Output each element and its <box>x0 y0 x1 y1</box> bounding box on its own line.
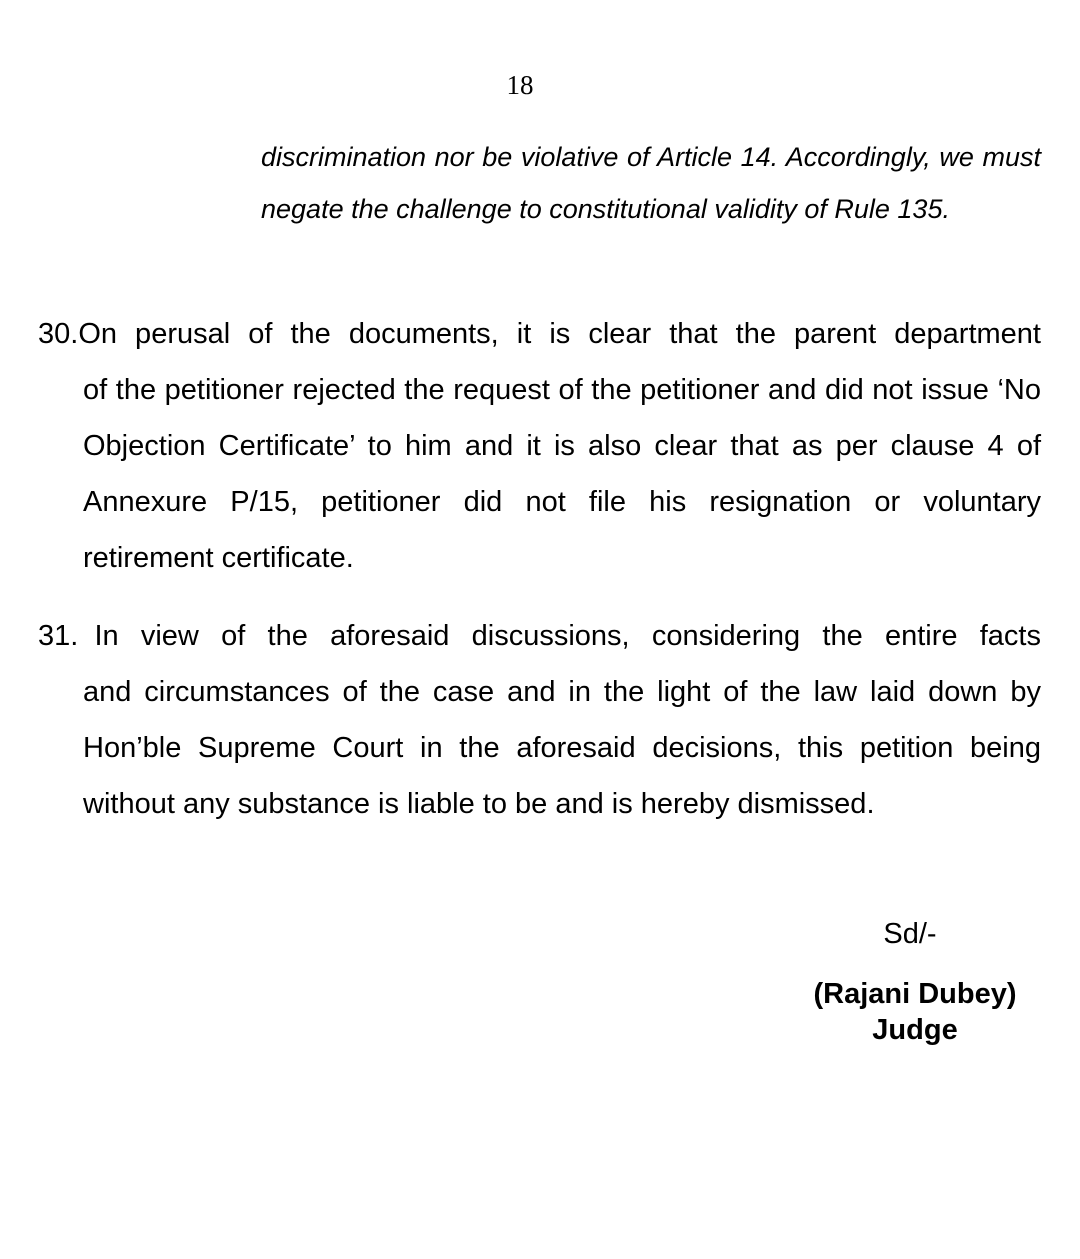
paragraph-body: of the petitioner rejected the request of the petitioner and did not issue ‘No Objection Certificate’ to him and it is also clear that as per clause 4 of Annexure P/15, petitioner did not file his resignation or voluntary retirement certificate. <box>83 374 1041 574</box>
paragraph-first-line: On perusal of the documents, it is clear that the parent department <box>78 318 1041 350</box>
quoted-passage: discrimination nor be violative of Article 14. Accordingly, we must negate the challenge to constitutional validity of Rule 135. <box>261 142 1041 224</box>
paragraph-30 <box>38 306 1041 586</box>
paragraph-number: 30. <box>38 318 79 350</box>
paragraph-body: and circumstances of the case and in the light of the law laid down by Hon’ble Supreme Court in the aforesaid decisions, this petition being without any substance is liable to be and is hereby dismissed. <box>83 676 1041 820</box>
page-number: 18 <box>506 70 534 100</box>
signature-block <box>780 976 1050 1048</box>
paragraph-first-line: In view of the aforesaid discussions, considering the entire facts <box>94 620 1041 652</box>
paragraph-number: 31. <box>38 620 95 652</box>
signature-sd: Sd/- <box>883 918 937 950</box>
paragraph-31 <box>38 608 1041 832</box>
judge-title: Judge <box>872 1014 958 1046</box>
judge-name: (Rajani Dubey) <box>813 978 1017 1010</box>
